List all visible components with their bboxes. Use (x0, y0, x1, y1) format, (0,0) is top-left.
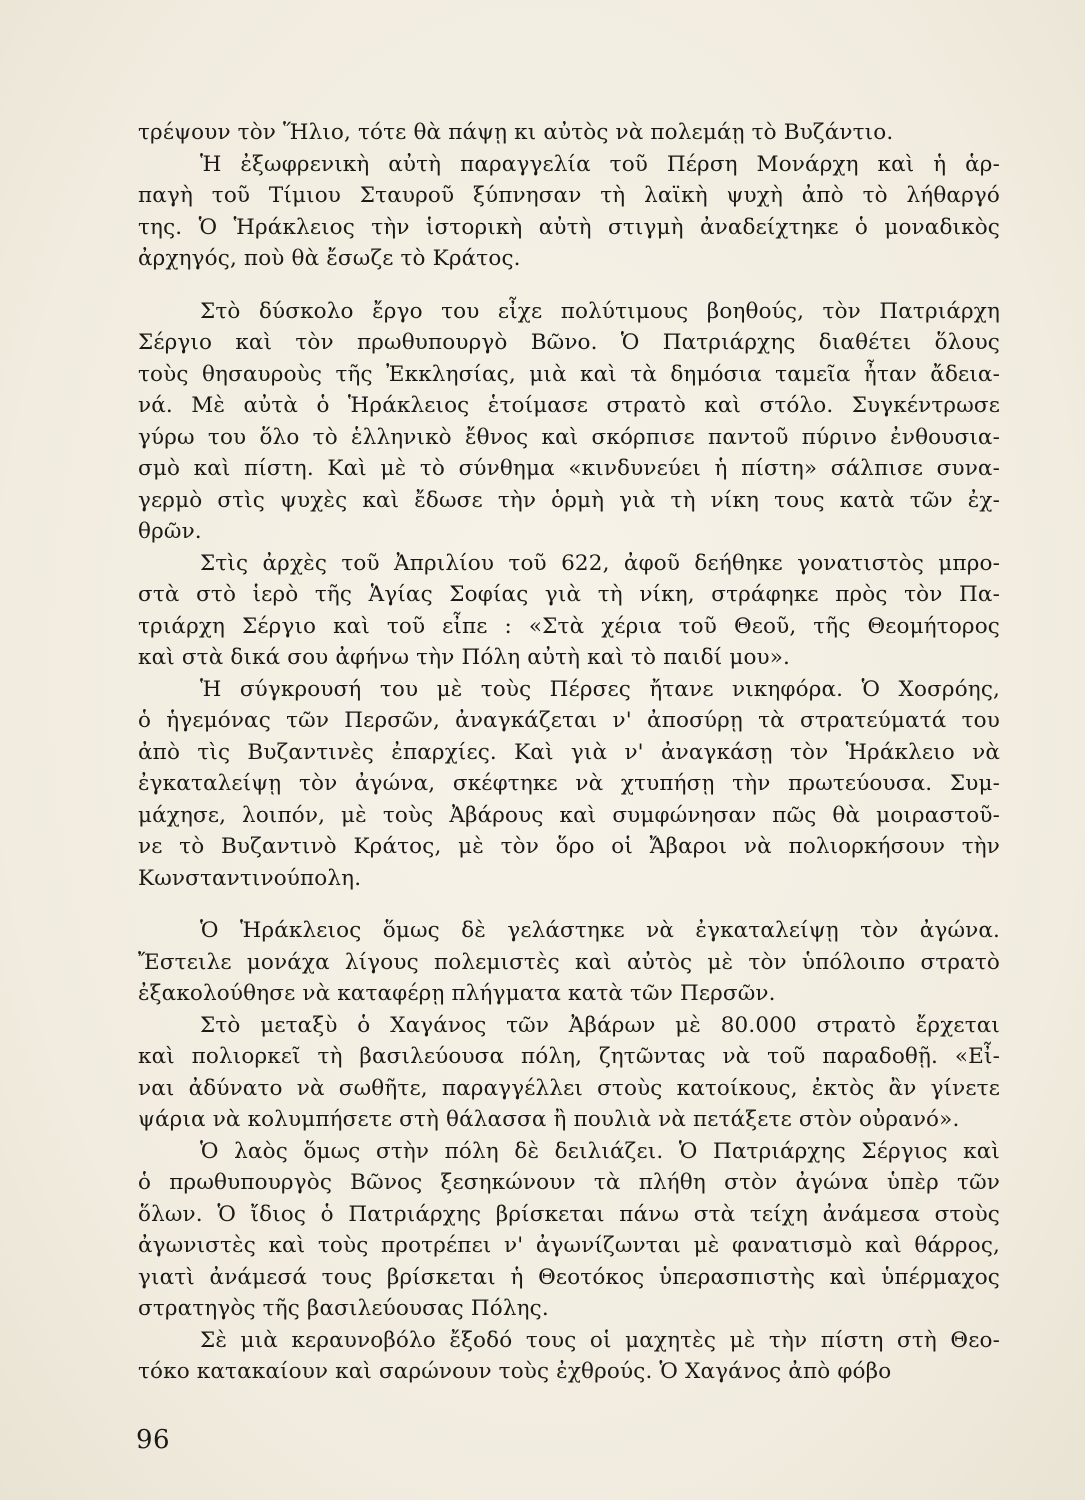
text-line: γύρω του ὅλο τὸ ἑλληνικὸ ἔθνος καὶ σκόρπισε παντοῦ πύρινο ἐνθουσια- (138, 424, 1000, 450)
paragraph-gap (138, 894, 1000, 915)
text-line: της. Ὁ Ἡράκλειος τὴν ἱστορικὴ αὐτὴ στιγμὴ ἀναδείχτηκε ὁ μοναδικὸς (138, 214, 1000, 240)
text-line: στρατηγὸς τῆς βασιλεύουσας Πόλης. (138, 1296, 549, 1321)
text-line: Στὸ μεταξὺ ὁ Χαγάνος τῶν Ἀβάρων μὲ 80.000 στρατὸ ἔρχεται (200, 1012, 1000, 1038)
text-line: παγὴ τοῦ Τίμιου Σταυροῦ ξύπνησαν τὴ λαϊκὴ ψυχὴ ἀπὸ τὸ λήθαργό (138, 183, 1000, 208)
text-line: τριάρχη Σέργιο καὶ τοῦ εἶπε : «Στὰ χέρια τοῦ Θεοῦ, τῆς Θεομήτορος (138, 613, 1000, 639)
text-line: ἀρχηγός, ποὺ θὰ ἔσωζε τὸ Κράτος. (138, 246, 521, 271)
text-line: ὁ ἡγεμόνας τῶν Περσῶν, ἀναγκάζεται ν' ἀποσύρῃ τὰ στρατεύματά του (138, 708, 1000, 733)
text-line: νά. Μὲ αὐτὰ ὁ Ἡράκλειος ἑτοίμασε στρατὸ καὶ στόλο. Συγκέντρωσε (138, 393, 1000, 418)
paragraph (138, 548, 1000, 674)
text-line: ὅλων. Ὁ ἴδιος ὁ Πατριάρχης βρίσκεται πάνω στὰ τείχη ἀνάμεσα στοὺς (138, 1201, 1000, 1227)
paragraph-gap (138, 275, 1000, 296)
text-line: Σέργιο καὶ τὸν πρωθυπουργὸ Βῶνο. Ὁ Πατριάρχης διαθέτει ὅλους (138, 330, 1000, 355)
text-line: σμὸ καὶ πίστη. Καὶ μὲ τὸ σύνθημα «κινδυνεύει ἡ πίστη» σάλπισε συνα- (138, 456, 1000, 481)
text-line: γερμὸ στὶς ψυχὲς καὶ ἔδωσε τὴν ὁρμὴ γιὰ τὴ νίκη τους κατὰ τῶν ἐχ- (138, 487, 1000, 513)
text-line: τοὺς θησαυροὺς τῆς Ἐκκλησίας, μιὰ καὶ τὰ δημόσια ταμεῖα ἦταν ἄδεια- (138, 361, 1000, 387)
body-text (138, 117, 1000, 1388)
text-line: καὶ πολιορκεῖ τὴ βασιλεύουσα πόλη, ζητῶντας νὰ τοῦ παραδοθῇ. «Εἶ- (138, 1044, 1000, 1069)
text-line: ὁ πρωθυπουργὸς Βῶνος ξεσηκώνουν τὰ πλήθη στὸν ἀγώνα ὑπὲρ τῶν (138, 1170, 1000, 1195)
text-line: Στὸ δύσκολο ἔργο του εἶχε πολύτιμους βοηθούς, τὸν Πατριάρχη (200, 298, 1000, 324)
text-line: ναι ἀδύνατο νὰ σωθῆτε, παραγγέλλει στοὺς κατοίκους, ἐκτὸς ἂν γίνετε (138, 1075, 1000, 1101)
paragraph (138, 296, 1000, 548)
text-line: θρῶν. (138, 519, 202, 544)
text-line: Κωνσταντινούπολη. (138, 865, 362, 891)
page-number: 96 (136, 1425, 171, 1455)
text-line: μάχησε, λοιπόν, μὲ τοὺς Ἀβάρους καὶ συμφώνησαν πῶς θὰ μοιραστοῦ- (138, 802, 1000, 828)
text-line: ἐξακολούθησε νὰ καταφέρῃ πλήγματα κατὰ τῶν Περσῶν. (138, 981, 776, 1006)
text-line: Σὲ μιὰ κεραυνοβόλο ἔξοδό τους οἱ μαχητὲς μὲ τὴν πίστη στὴ Θεο- (200, 1327, 1000, 1353)
text-line: Ἡ σύγκρουσή του μὲ τοὺς Πέρσες ἤτανε νικηφόρα. Ὁ Χοσρόης, (200, 676, 1000, 702)
paragraph (138, 1010, 1000, 1136)
paragraph (138, 1136, 1000, 1325)
text-line: ἀπὸ τὶς Βυζαντινὲς ἐπαρχίες. Καὶ γιὰ ν' ἀναγκάσῃ τὸν Ἡράκλειο νὰ (138, 739, 1000, 765)
text-line: ἀγωνιστὲς καὶ τοὺς προτρέπει ν' ἀγωνίζωνται μὲ φανατισμὸ καὶ θάρρος, (138, 1233, 1000, 1258)
paragraph (138, 1325, 1000, 1388)
text-line: Ἡ ἐξωφρενικὴ αὐτὴ παραγγελία τοῦ Πέρση Μονάρχη καὶ ἡ ἁρ- (200, 151, 1000, 177)
text-line: τρέψουν τὸν Ἥλιο, τότε θὰ πάψῃ κι αὐτὸς νὰ πολεμάῃ τὸ Βυζάντιο. (138, 120, 894, 145)
text-line: τόκο κατακαίουν καὶ σαρώνουν τοὺς ἐχθρούς. Ὁ Χαγάνος ἀπὸ φόβο (138, 1359, 892, 1384)
text-line: ψάρια νὰ κολυμπήσετε στὴ θάλασσα ἢ πουλιὰ νὰ πετάξετε στὸν οὐρανό». (138, 1107, 960, 1132)
text-line: στὰ στὸ ἱερὸ τῆς Ἁγίας Σοφίας γιὰ τὴ νίκη, στράφηκε πρὸς τὸν Πα- (138, 582, 1000, 607)
text-line: καὶ στὰ δικά σου ἀφήνω τὴν Πόλη αὐτὴ καὶ τὸ παιδί μου». (138, 645, 791, 670)
paragraph (138, 149, 1000, 275)
text-line: Ἔστειλε μονάχα λίγους πολεμιστὲς καὶ αὐτὸς μὲ τὸν ὑπόλοιπο στρατὸ (138, 949, 1000, 975)
text-line: Ὁ Ἡράκλειος ὅμως δὲ γελάστηκε νὰ ἐγκαταλείψῃ τὸν ἀγώνα. (200, 918, 1000, 943)
text-line: ἐγκαταλείψῃ τὸν ἀγώνα, σκέφτηκε νὰ χτυπήσῃ τὴν πρωτεύουσα. Συμ- (138, 771, 1000, 796)
text-line: γιατὶ ἀνάμεσά τους βρίσκεται ἡ Θεοτόκος ὑπερασπιστὴς καὶ ὑπέρμαχος (138, 1264, 1000, 1290)
paragraph (138, 117, 1000, 149)
paragraph (138, 674, 1000, 895)
text-line: νε τὸ Βυζαντινὸ Κράτος, μὲ τὸν ὅρο οἱ Ἄβαροι νὰ πολιορκήσουν τὴν (138, 834, 1000, 859)
text-line: Ὁ λαὸς ὅμως στὴν πόλη δὲ δειλιάζει. Ὁ Πατριάρχης Σέργιος καὶ (200, 1138, 1000, 1164)
text-line: Στὶς ἀρχὲς τοῦ Ἀπριλίου τοῦ 622, ἀφοῦ δεήθηκε γονατιστὸς μπρο- (200, 550, 1000, 576)
paragraph (138, 915, 1000, 1010)
